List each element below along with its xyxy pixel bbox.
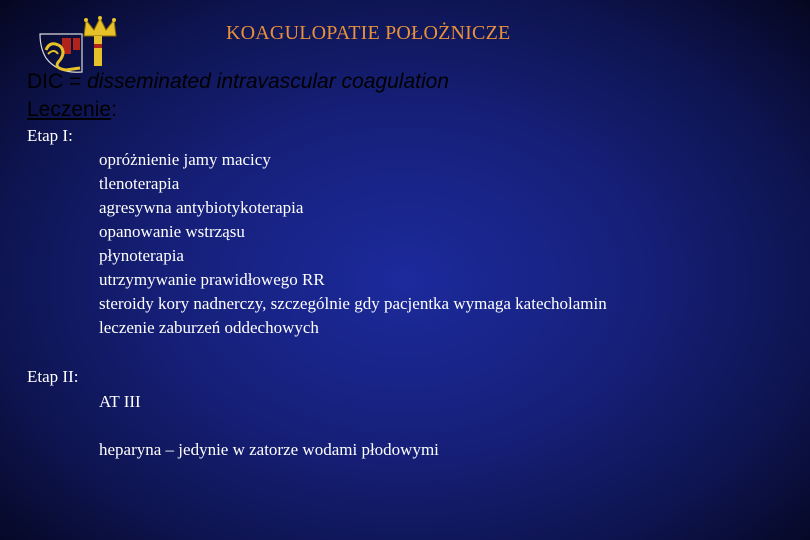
stage-1-item: leczenie zaburzeń oddechowych xyxy=(99,318,319,337)
treatment-heading xyxy=(27,98,117,122)
stage-1-item: tlenoterapia xyxy=(99,174,180,193)
dic-abbreviation: DIC xyxy=(27,70,64,93)
stage-1-item: agresywna antybiotykoterapia xyxy=(99,198,304,217)
slide-title: KOAGULOPATIE POŁOŻNICZE xyxy=(226,22,511,44)
stage-1-list xyxy=(99,148,607,340)
stage-1-item: płynoterapia xyxy=(99,246,184,265)
stage-2-label: Etap II: xyxy=(27,367,79,386)
stage-2-list xyxy=(99,390,439,462)
stage-1-item: utrzymywanie prawidłowego RR xyxy=(99,270,325,289)
stage-1-item: opanowanie wstrząsu xyxy=(99,222,245,241)
dic-definition: disseminated intravascular coagulation xyxy=(87,70,449,93)
treatment-suffix: : xyxy=(111,98,117,121)
crown-shield-logo-icon xyxy=(36,14,124,76)
treatment-label: Leczenie xyxy=(27,98,112,121)
dic-separator: = xyxy=(63,70,88,93)
stage-1-item: steroidy kory nadnerczy, szczególnie gdy pacjentka wymaga katecholamin xyxy=(99,294,607,313)
stage-1-label: Etap I: xyxy=(27,126,73,145)
stage-2-item: AT III xyxy=(99,392,141,411)
stage-2-item: heparyna – jedynie w zatorze wodami płodowymi xyxy=(99,440,439,459)
dic-definition-line xyxy=(27,70,449,94)
stage-1-item: opróżnienie jamy macicy xyxy=(99,150,271,169)
